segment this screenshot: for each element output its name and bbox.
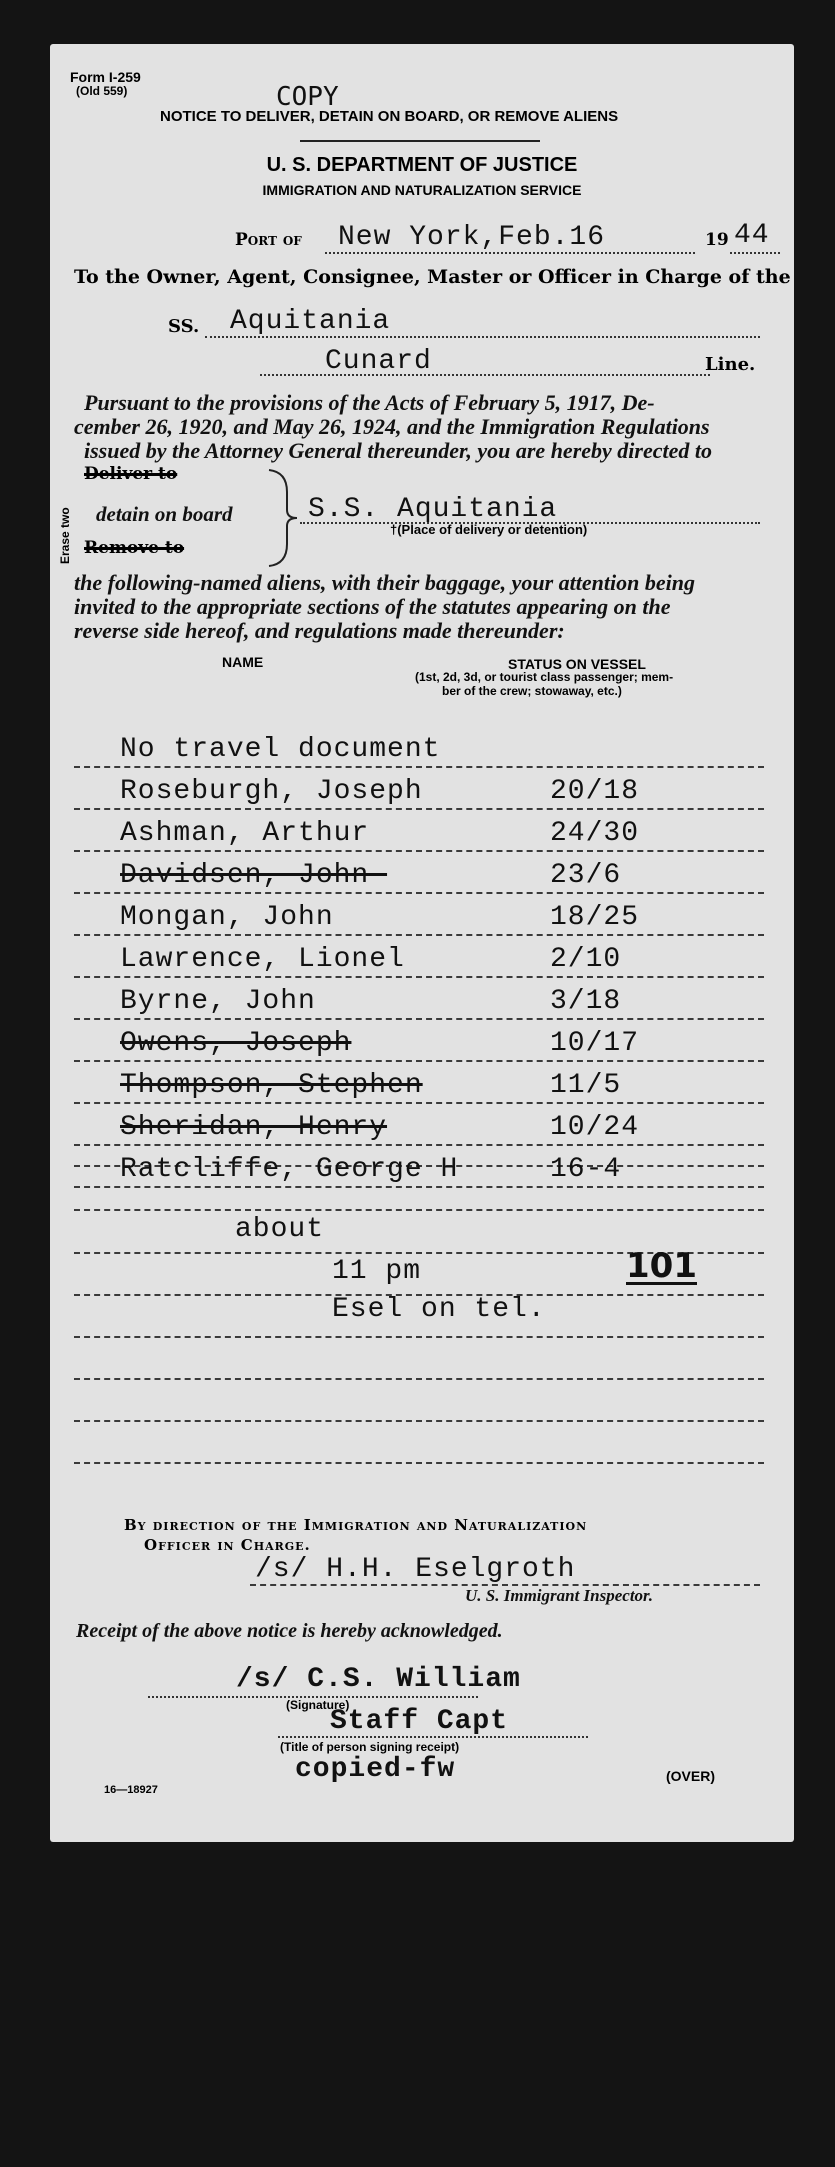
department-title: U. S. DEPARTMENT OF JUSTICE [266, 154, 578, 176]
row-status[interactable]: 3/18 [550, 986, 622, 1017]
row-line [74, 976, 764, 978]
blank-line-5 [74, 1336, 764, 1338]
inspector-title: U. S. Immigrant Inspector. [465, 1586, 653, 1605]
row-name[interactable]: Davidsen, John- [120, 860, 388, 891]
row-line [74, 1060, 764, 1062]
line-value[interactable]: Cunard [325, 346, 432, 377]
to-line: To the Owner, Agent, Consignee, Master or Officer in Charge of the [74, 266, 791, 288]
row-name[interactable]: Sheridan, Henry [120, 1112, 388, 1143]
row-name[interactable]: No travel document [120, 734, 441, 765]
receiver-title-line [278, 1736, 588, 1738]
copied-note: copied-fw [295, 1754, 456, 1785]
row-status[interactable]: 10/17 [550, 1028, 640, 1059]
ss-value[interactable]: Aquitania [230, 306, 391, 337]
following-line-2: invited to the appropriate sections of the statutes appearing on the [74, 594, 671, 619]
blank-line-6 [74, 1378, 764, 1380]
form-page [50, 44, 794, 1842]
pursuant-line-2: cember 26, 1920, and May 26, 1924, and the Immigration Regulations [74, 414, 710, 439]
row-status[interactable]: 23/6 [550, 860, 622, 891]
inspector-signature[interactable]: /s/ H.H. Eselgroth [255, 1554, 576, 1585]
blank-line-2 [74, 1209, 764, 1211]
service-title: IMMIGRATION AND NATURALIZATION SERVICE [262, 182, 582, 198]
row-status[interactable]: 20/18 [550, 776, 640, 807]
port-value[interactable]: New York,Feb.16 [338, 222, 606, 253]
row-name[interactable]: Byrne, John [120, 986, 316, 1017]
receiver-title[interactable]: Staff Capt [330, 1706, 509, 1737]
option-remove[interactable]: Remove to [84, 538, 185, 558]
row-name[interactable]: Roseburgh, Joseph [120, 776, 423, 807]
row-line [74, 850, 764, 852]
year-prefix: 19 [705, 230, 729, 250]
note-about: about [235, 1214, 325, 1245]
row-line [74, 1144, 764, 1146]
year-line [730, 252, 780, 254]
note-tel: Esel on tel. [332, 1294, 546, 1325]
print-code: 16—18927 [104, 1784, 158, 1796]
pursuant-line-3: issued by the Attorney General thereunder, you are hereby directed to [84, 438, 712, 463]
notice-title: NOTICE TO DELIVER, DETAIN ON BOARD, OR REMOVE ALIENS [160, 108, 619, 125]
signature-label: (Signature) [286, 1698, 350, 1712]
row-line [74, 766, 764, 768]
pursuant-line-1: Pursuant to the provisions of the Acts of February 5, 1917, De- [84, 390, 655, 415]
direction-line-1: By direction of the Immigration and Naturalization [124, 1516, 588, 1534]
following-line-3: reverse side hereof, and regulations made thereunder: [74, 618, 565, 643]
column-status-header: STATUS ON VESSEL [508, 656, 646, 672]
row-name[interactable]: Ratcliffe, George H [120, 1154, 459, 1185]
row-status[interactable]: 2/10 [550, 944, 622, 975]
row-line [74, 892, 764, 894]
row-status[interactable]: 18/25 [550, 902, 640, 933]
old-form-number: (Old 559) [76, 84, 128, 98]
receipt-text: Receipt of the above notice is hereby acknowledged. [76, 1620, 503, 1642]
row-status[interactable]: 16-4 [550, 1154, 622, 1185]
options-brace [265, 468, 301, 568]
direction-line-2: Officer in Charge. [144, 1536, 311, 1554]
row-line [74, 1186, 764, 1188]
note-time: 11 pm [332, 1256, 422, 1287]
row-line [74, 1102, 764, 1104]
row-name[interactable]: Lawrence, Lionel [120, 944, 405, 975]
row-name[interactable]: Mongan, John [120, 902, 334, 933]
header-rule [300, 140, 540, 142]
row-name[interactable]: Thompson, Stephen [120, 1070, 423, 1101]
column-status-sub-1: (1st, 2d, 3d, or tourist class passenger; mem- [415, 670, 674, 684]
line-label: Line. [705, 354, 756, 375]
row-status[interactable]: 24/30 [550, 818, 640, 849]
year-value[interactable]: 44 [734, 220, 770, 251]
column-name-header: NAME [222, 654, 264, 670]
row-status[interactable]: 11/5 [550, 1070, 622, 1101]
row-name[interactable]: Owens,-Joseph [120, 1028, 352, 1059]
row-status[interactable]: 10/24 [550, 1112, 640, 1143]
note-number: 101 [626, 1246, 697, 1286]
row-line [74, 934, 764, 936]
receiver-signature[interactable]: /s/ C.S. William [236, 1664, 521, 1695]
blank-line-8 [74, 1462, 764, 1464]
row-name[interactable]: Ashman, Arthur [120, 818, 370, 849]
place-label: †(Place of delivery or detention) [390, 522, 588, 537]
place-value[interactable]: S.S. Aquitania [308, 494, 558, 525]
option-detain[interactable]: detain on board [96, 502, 233, 526]
blank-line-7 [74, 1420, 764, 1422]
erase-two-label: Erase two [58, 507, 72, 564]
form-number: Form I-259 [70, 69, 141, 85]
following-line-1: the following-named aliens, with their baggage, your attention being [74, 570, 695, 595]
over-label: (OVER) [666, 1768, 715, 1784]
row-line [74, 1018, 764, 1020]
copy-stamp: COPY [276, 82, 339, 112]
option-deliver[interactable]: Deliver to [84, 464, 178, 484]
row-line [74, 808, 764, 810]
title-label: (Title of person signing receipt) [280, 1740, 460, 1754]
port-label: Port of [235, 230, 302, 250]
ss-label: SS. [168, 316, 200, 337]
column-status-sub-2: ber of the crew; stowaway, etc.) [442, 684, 622, 698]
